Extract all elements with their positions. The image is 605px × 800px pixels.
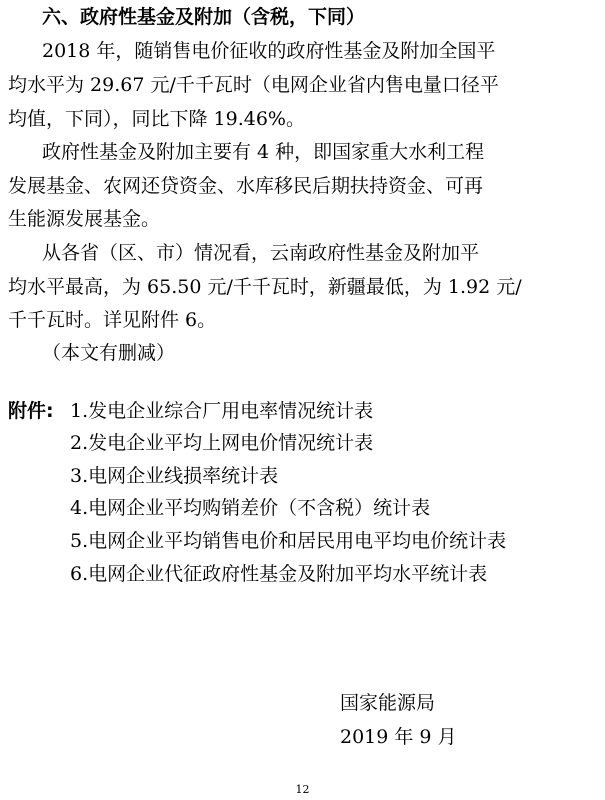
- attachment-item-3: 3.电网企业线损率统计表: [70, 465, 279, 487]
- paragraph-3-line-2: 均水平最高，为 65.50 元/千千瓦时，新疆最低，为 1.92 元/: [8, 276, 522, 298]
- page-number: 12: [295, 783, 310, 796]
- paragraph-2-line-2: 发展基金、农网还贷资金、水库移民后期扶持资金、可再: [8, 175, 484, 197]
- attachment-item-4: 4.电网企业平均购销差价（不含税）统计表: [70, 497, 431, 519]
- attachments-label: 附件:: [8, 400, 54, 422]
- paragraph-1-line-2: 均水平为 29.67 元/千千瓦时（电网企业省内售电量口径平: [8, 74, 499, 96]
- attachment-item-1: 1.发电企业综合厂用电率情况统计表: [70, 400, 374, 422]
- section-heading: 六、政府性基金及附加（含税，下同）: [42, 6, 366, 28]
- paragraph-3-line-1: 从各省（区、市）情况看，云南政府性基金及附加平: [42, 242, 480, 264]
- paragraph-1-line-1: 2018 年，随销售电价征收的政府性基金及附加全国平: [42, 40, 496, 62]
- abridged-note: （本文有删减）: [42, 342, 176, 364]
- paragraph-1-line-3: 均值，下同），同比下降 19.46%。: [8, 108, 305, 130]
- attachment-item-5: 5.电网企业平均销售电价和居民用电平均电价统计表: [70, 530, 507, 552]
- signature-organization: 国家能源局: [340, 692, 436, 714]
- paragraph-3-line-3: 千千瓦时。详见附件 6。: [8, 309, 217, 331]
- paragraph-2-line-3: 生能源发展基金。: [8, 208, 161, 230]
- attachment-item-2: 2.发电企业平均上网电价情况统计表: [70, 432, 374, 454]
- paragraph-2-line-1: 政府性基金及附加主要有 4 种，即国家重大水利工程: [42, 141, 485, 163]
- signature-date: 2019 年 9 月: [340, 726, 457, 748]
- attachment-item-6: 6.电网企业代征政府性基金及附加平均水平统计表: [70, 563, 488, 585]
